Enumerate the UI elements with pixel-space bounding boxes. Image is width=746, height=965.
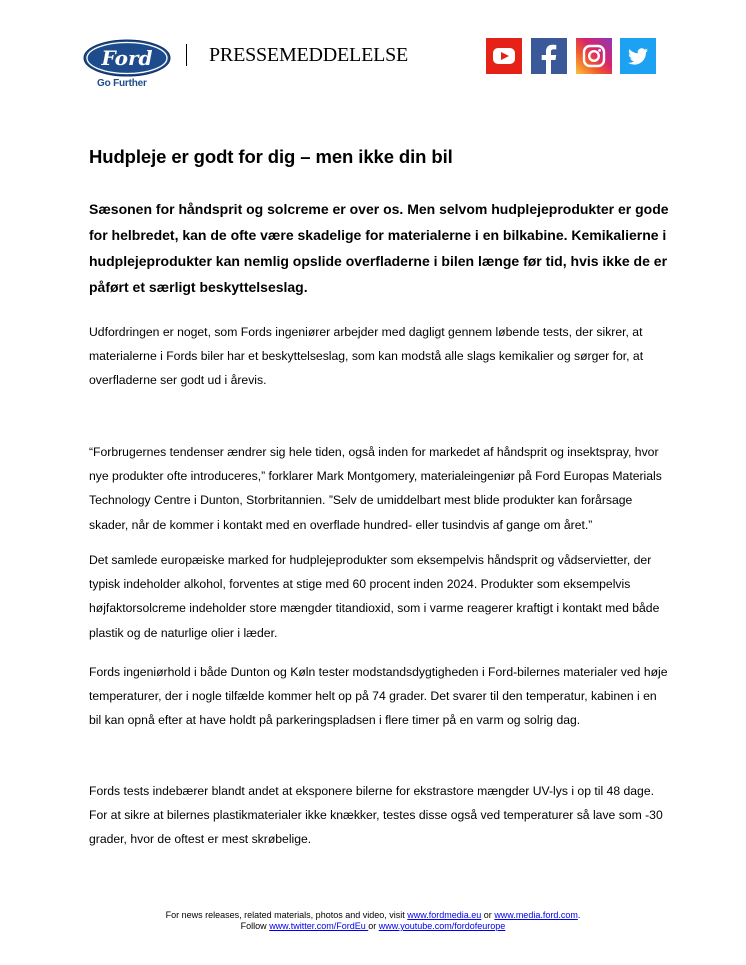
media-ford-link[interactable]: www.media.ford.com	[494, 910, 578, 920]
article-headline: Hudpleje er godt for dig – men ikke din bil	[89, 146, 453, 167]
footer-text: or	[368, 921, 379, 931]
youtube-link[interactable]: www.youtube.com/fordofeurope	[378, 921, 506, 931]
twitter-icon[interactable]	[620, 38, 656, 74]
footer-text: or	[481, 910, 495, 920]
facebook-icon[interactable]	[531, 38, 567, 74]
fordmedia-link[interactable]: www.fordmedia.eu	[407, 910, 482, 920]
article-paragraph: “Forbrugernes tendenser ændrer sig hele tiden, også inden for markedet af håndsprit og insektspray, hvor nye produkter ofte introduceres,” forklarer Mark Montgomery, materialeingeniør på Ford Europas Materials Technology Centre i Dunton, Storbritannien. ”Selv de umiddelbart mest blide produkter kan forårsage skader, når de kommer i kontakt med en overflade hundred- eller tusindvis af gange om året.”	[89, 445, 662, 532]
footer-text: .	[577, 910, 581, 920]
page-header	[0, 0, 746, 100]
instagram-icon[interactable]	[576, 38, 612, 74]
header-divider	[186, 44, 187, 66]
article-paragraph: Det samlede europæiske marked for hudplejeprodukter som eksempelvis håndsprit og vådservietter, der typisk indeholder alkohol, forventes at stige med 60 procent inden 2024. Produkter som eksempelvis højfaktorsolcreme indeholder store mængder titandioxid, som i varme reagerer kraftigt i kontakt med både plastik og de naturlige olier i læder.	[89, 553, 660, 640]
footer-line-2	[0, 921, 746, 932]
article-paragraph: Udfordringen er noget, som Fords ingeniører arbejder med dagligt gennem løbende tests, der sikrer, at materialerne i Fords biler har et beskyttelseslag, som kan modstå alle slags kemikalier og sørger for, at overfladerne ser godt ud i årevis.	[89, 325, 644, 388]
ford-logo	[83, 39, 171, 77]
brand-tagline: Go Further	[97, 78, 147, 89]
article-lead: Sæsonen for håndsprit og solcreme er over os. Men selvom hudplejeprodukter er gode for helbredet, kan de ofte være skadelige for materialerne i en bilkabine. Kemikalierne i hudplejeprodukter kan nemlig opslide overfladerne i bilen længe før tid, hvis ikke de er påført et særligt beskyttelseslag.	[89, 201, 669, 295]
article-paragraph: Fords ingeniørhold i både Dunton og Køln tester modstandsdygtigheden i Ford-bilernes materialer ved høje temperaturer, der i nogle tilfælde kommer helt op på 74 grader. Det svarer til den temperatur, kabinen i en bil kan opnå efter at have holdt på parkeringspladsen i flere timer på en varm og solrig dag.	[89, 665, 668, 728]
footer-text: For news releases, related materials, photos and video, visit	[165, 910, 408, 920]
twitter-link[interactable]: www.twitter.com/FordEu	[269, 921, 369, 931]
youtube-icon[interactable]	[486, 38, 522, 74]
ford-logo-text: Ford	[101, 46, 153, 70]
footer-line-1	[0, 910, 746, 921]
press-release-title: PRESSEMEDDELELSE	[209, 44, 409, 66]
article-paragraph: Fords tests indebærer blandt andet at eksponere bilerne for ekstrastore mængder UV-lys i op til 48 dage. For at sikre at bilernes plastikmaterialer ikke knækker, testes disse også ved temperaturer så lave som -30 grader, hvor de oftest er mest skrøbelige.	[89, 784, 663, 847]
footer-text: Follow	[240, 921, 270, 931]
page-footer	[0, 910, 746, 932]
